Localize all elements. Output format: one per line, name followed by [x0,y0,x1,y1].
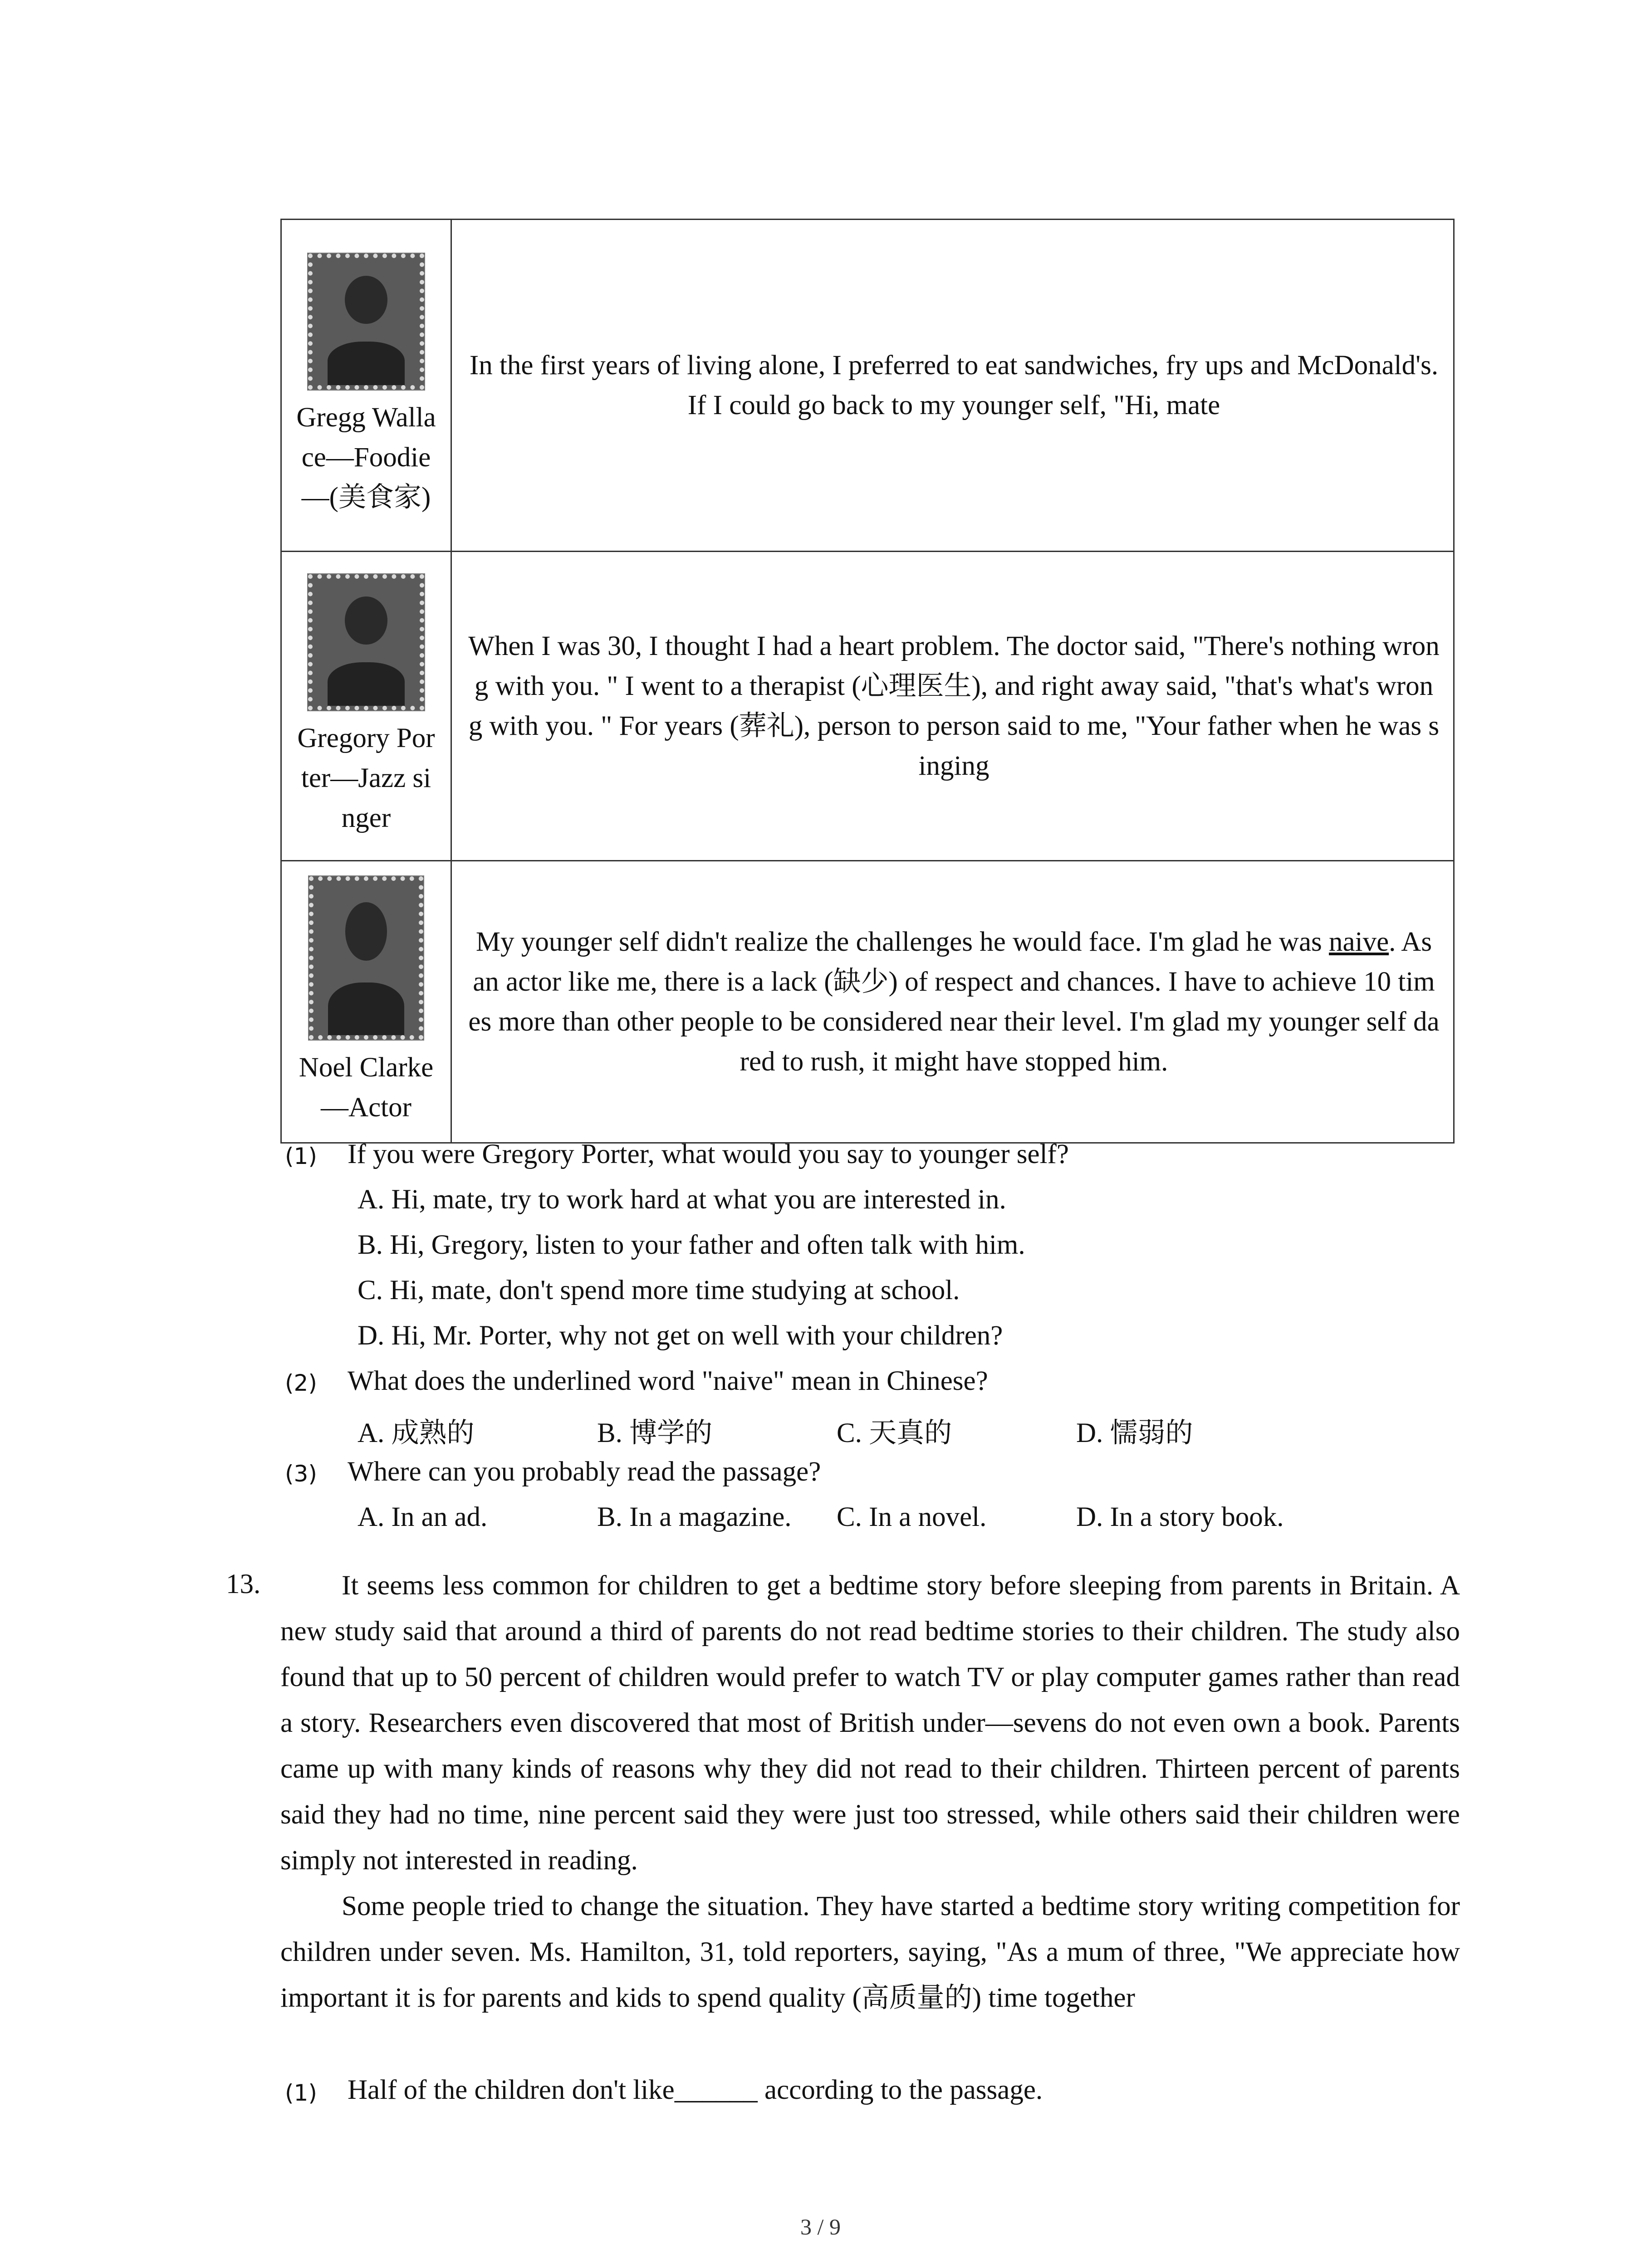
paragraph: It seems less common for children to get a bedtime story before sleeping from parents in Britain. A new study said that around a third of parents do not read bedtime stories to their children. The study also found that up to 50 percent of children would prefer to watch TV or play computer games rather than read a story. Researchers even discovered that most of British under—sevens do not even own a book. Parents came up with many kinds of reasons why they did not read to their children. Thirteen percent of parents said they had no time, nine percent said they were just too stressed, while others said their children were simply not interested in reading. [280,1570,1460,1876]
quote-text: In the first years of living alone, I preferred to eat sandwiches, fry ups and McDonald's. If I could go back to my younger self, "Hi, mate [469,350,1439,420]
option: D. 懦弱的 [1076,1418,1193,1448]
option: A. 成熟的 [358,1418,475,1448]
table-row [281,220,1454,552]
question-number: (1) [285,1143,317,1169]
profiles-table [280,219,1455,1144]
option: D. In a story book. [1076,1502,1284,1532]
question-number: (1) [285,2080,317,2106]
question-text: What does the underlined word "naive" mean in Chinese? [348,1366,988,1396]
option: C. 天真的 [837,1418,952,1448]
option: B. Hi, Gregory, listen to your father and often talk with him. [358,1230,1025,1260]
table-row [281,861,1454,1143]
question-text: Half of the children don't like______ according to the passage. [348,2075,1043,2105]
table-row [281,552,1454,861]
passage-13 [280,1563,1460,2021]
profile-name: Noel Clarke—Actor [299,1052,434,1123]
question-number: (3) [285,1461,317,1487]
quote-cell [451,552,1454,861]
profile-cell [281,552,451,861]
option: D. Hi, Mr. Porter, why not get on well with your children? [358,1320,1003,1351]
option: C. In a novel. [837,1502,987,1532]
quote-cell [451,220,1454,552]
option: C. Hi, mate, don't spend more time studying at school. [358,1275,960,1305]
quote-text-part: My younger self didn't realize the challenges he would face. I'm glad he was [475,926,1329,957]
quote-cell [451,861,1454,1143]
option: A. In an ad. [358,1502,488,1532]
option: B. In a magazine. [597,1502,792,1532]
page-number: 3 / 9 [800,2214,841,2239]
underlined-word: naive [1329,926,1389,957]
question-number: (2) [285,1370,317,1396]
portrait-photo [308,574,424,710]
quote-text-part: . As an actor like me, there is a lack (缺少) of respect and chances. I have to achieve 10 times more than other people to be considered near their level. I'm glad my younger self dared to rush, it might have stopped him. [468,926,1440,1077]
question-text: If you were Gregory Porter, what would you say to younger self? [348,1139,1069,1169]
profile-name: Gregory Porter—Jazz singer [297,723,435,833]
quote-text: When I was 30, I thought I had a heart problem. The doctor said, "There's nothing wrong with you. " I went to a therapist (心理医生), and right away said, "that's what's wrong with you. " For years (葬礼), person to person said to me, "Your father when he was singing [468,631,1440,781]
question-text: Where can you probably read the passage? [348,1457,821,1487]
option: A. Hi, mate, try to work hard at what you are interested in. [358,1184,1006,1215]
profile-name: Gregg Wallace—Foodie—(美食家) [296,402,436,513]
portrait-photo [308,254,424,390]
quote-text [468,922,1440,1082]
portrait-photo [309,876,423,1040]
question-number-13: 13. [226,1569,261,1599]
profile-cell [281,220,451,552]
paragraph: Some people tried to change the situation. They have started a bedtime story writing competition for children under seven. Ms. Hamilton, 31, told reporters, saying, "As a mum of three, "We appreciate how important it is for parents and kids to spend quality (高质量的) time together [280,1891,1460,2013]
option: B. 博学的 [597,1418,713,1448]
profile-cell [281,861,451,1143]
